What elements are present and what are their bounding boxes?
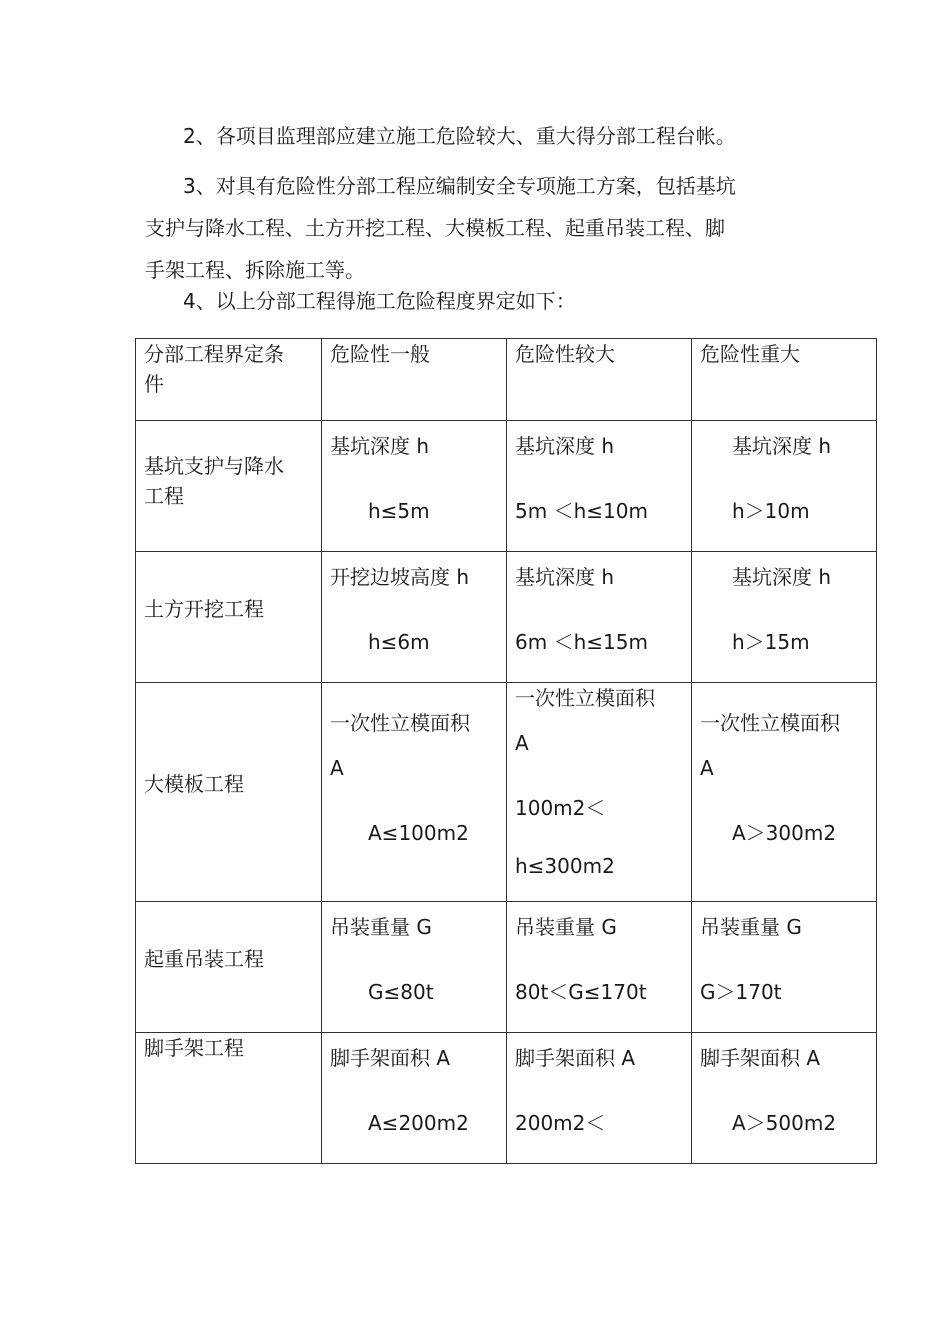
paragraph-4 [145, 280, 805, 322]
table-row [136, 683, 877, 902]
header-major: 危险性较大 [515, 342, 615, 366]
severe-label-line-1: 一次性立模面积 [700, 711, 840, 735]
severe-label-line-2: A [700, 756, 714, 780]
general-value: A≤100m2 [368, 821, 469, 845]
table-row [136, 902, 877, 1033]
paragraph-2-text: 2、各项目监理部应建立施工危险较大、重大得分部工程台帐。 [183, 124, 736, 148]
general-value: h≤5m [368, 499, 430, 523]
severe-label: 基坑深度 h [732, 434, 832, 458]
major-value-line-2: h≤300m2 [515, 854, 615, 878]
major-value: 80t＜G≤170t [515, 980, 647, 1004]
general-cell [322, 902, 507, 1033]
table-row [136, 1033, 877, 1164]
major-cell [507, 421, 692, 552]
general-cell [322, 421, 507, 552]
major-value: 5m ＜h≤10m [515, 499, 648, 523]
general-value: h≤6m [368, 630, 430, 654]
major-label: 吊装重量 G [515, 915, 617, 939]
row-name-cell [136, 421, 322, 552]
row-name-cell [136, 902, 322, 1033]
general-label: 脚手架面积 A [330, 1046, 451, 1070]
paragraph-4-text: 4、以上分部工程得施工危险程度界定如下： [183, 289, 576, 313]
general-label: 吊装重量 G [330, 915, 432, 939]
severe-value: h＞10m [732, 499, 810, 523]
row-name-line-1: 起重吊装工程 [144, 947, 264, 971]
general-value: G≤80t [368, 980, 434, 1004]
table-row [136, 552, 877, 683]
severe-value: A＞300m2 [732, 821, 837, 845]
severe-value: G＞170t [700, 980, 782, 1004]
table-header-row [136, 339, 877, 421]
severe-cell [692, 1033, 877, 1164]
general-label-line-2: A [330, 756, 344, 780]
hazard-level-table [135, 338, 877, 1164]
major-label: 基坑深度 h [515, 565, 615, 589]
header-cell-category [136, 339, 322, 421]
general-label: 开挖边坡高度 h [330, 565, 470, 589]
general-cell [322, 552, 507, 683]
paragraph-3-line-2: 支护与降水工程、土方开挖工程、大模板工程、起重吊装工程、脚 [145, 216, 725, 240]
severe-label: 脚手架面积 A [700, 1046, 821, 1070]
row-name-cell [136, 552, 322, 683]
row-name-line-1: 大模板工程 [144, 772, 244, 796]
row-name-cell [136, 1033, 322, 1164]
major-label-line-1: 一次性立模面积 [515, 686, 655, 710]
major-value-line-1: 100m2＜ [515, 796, 606, 820]
major-label: 脚手架面积 A [515, 1046, 636, 1070]
major-label-line-2: A [515, 731, 529, 755]
severe-cell [692, 421, 877, 552]
header-general: 危险性一般 [330, 342, 430, 366]
header-cell-severe [692, 339, 877, 421]
paragraph-2 [145, 115, 805, 157]
major-value: 200m2＜ [515, 1111, 606, 1135]
paragraph-3 [145, 165, 805, 291]
major-label: 基坑深度 h [515, 434, 615, 458]
paragraph-3-line-3: 手架工程、拆除施工等。 [145, 258, 365, 282]
header-severe: 危险性重大 [700, 342, 800, 366]
header-cell-major [507, 339, 692, 421]
table-row [136, 421, 877, 552]
severe-label: 吊装重量 G [700, 915, 802, 939]
general-label: 基坑深度 h [330, 434, 430, 458]
row-name-line-2: 工程 [144, 484, 184, 508]
severe-label: 基坑深度 h [732, 565, 832, 589]
major-cell [507, 902, 692, 1033]
severe-cell [692, 902, 877, 1033]
severe-cell [692, 683, 877, 902]
general-cell [322, 683, 507, 902]
row-name-line-1: 脚手架工程 [144, 1036, 244, 1060]
row-name-line-1: 基坑支护与降水 [144, 454, 284, 478]
major-cell [507, 1033, 692, 1164]
major-cell [507, 683, 692, 902]
severe-cell [692, 552, 877, 683]
header-category-line-1: 分部工程界定条 [144, 342, 284, 366]
general-value: A≤200m2 [368, 1111, 469, 1135]
severe-value: A＞500m2 [732, 1111, 837, 1135]
major-value: 6m ＜h≤15m [515, 630, 648, 654]
header-category-line-2: 件 [144, 372, 164, 396]
paragraph-3-line-1: 3、对具有危险性分部工程应编制安全专项施工方案，包括基坑 [183, 174, 736, 198]
general-label-line-1: 一次性立模面积 [330, 711, 470, 735]
row-name-line-1: 土方开挖工程 [144, 597, 264, 621]
header-cell-general [322, 339, 507, 421]
severe-value: h＞15m [732, 630, 810, 654]
row-name-cell [136, 683, 322, 902]
major-cell [507, 552, 692, 683]
general-cell [322, 1033, 507, 1164]
